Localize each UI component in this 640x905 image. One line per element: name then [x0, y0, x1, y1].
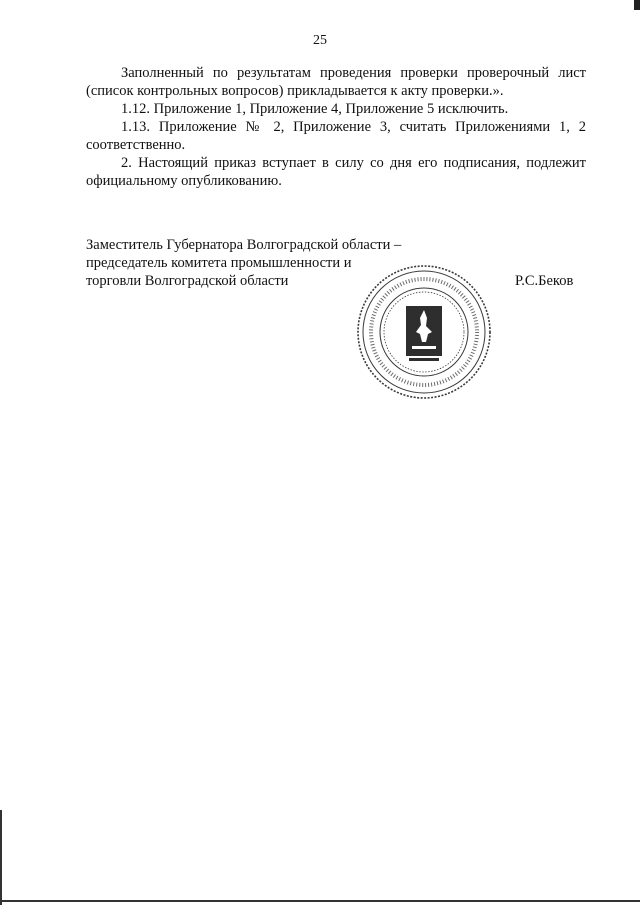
page-number: 25 — [313, 33, 327, 48]
signer-name: Р.С.Беков — [515, 273, 574, 289]
paragraph-2-effective: 2. Настоящий приказ вступает в силу со дня его подписания, подлежит официальному опубликованию. — [86, 155, 586, 189]
paragraph-1-13: 1.13. Приложение № 2, Приложение 3, считать Приложениями 1, 2 соответственно. — [86, 119, 586, 153]
official-seal-stamp — [354, 262, 494, 402]
scan-bottom-border — [0, 900, 640, 902]
signer-title-line-1: Заместитель Губернатора Волгоградской области – — [86, 237, 402, 253]
body-text — [86, 64, 586, 190]
coat-of-arms-icon — [406, 306, 442, 361]
scan-left-border — [0, 810, 2, 905]
signer-title-line-3: торговли Волгоградской области — [86, 273, 289, 289]
signer-title-line-2: председатель комитета промышленности и — [86, 255, 352, 271]
paragraph-checklist-attachment: Заполненный по результатам проведения проверки проверочный лист (список контрольных вопросов) прикладывается к акту проверки.». — [86, 65, 586, 99]
signature-block — [86, 236, 586, 290]
seal-graphic — [354, 262, 494, 402]
scan-corner-mark — [634, 0, 640, 10]
paragraph-1-12: 1.12. Приложение 1, Приложение 4, Приложение 5 исключить. — [121, 101, 509, 117]
